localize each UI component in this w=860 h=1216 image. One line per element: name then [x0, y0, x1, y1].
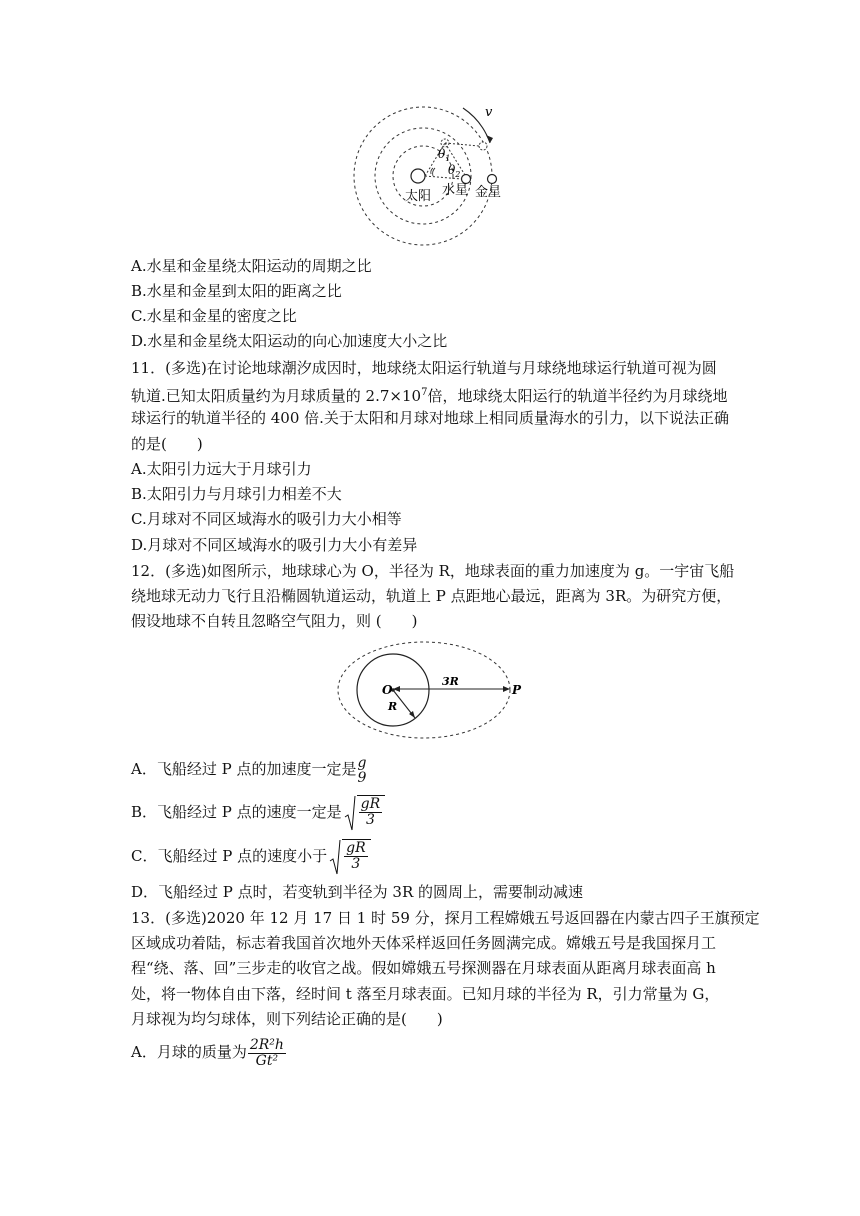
- q13-stem-line1: 13．(多选)2020 年 12 月 17 日 1 时 59 分，探月工程嫦娥五号返回器在内蒙古四子王旗预定: [131, 909, 760, 927]
- q11-stem-line3: 球运行的轨道半径的 400 倍.关于太阳和月球对地球上相同质量海水的引力，以下说法正确: [131, 409, 729, 427]
- q10-option-c: C.水星和金星的密度之比: [131, 307, 297, 325]
- q13-stem-line2: 区域成功着陆，标志着我国首次地外天体采样返回任务圆满完成。嫦娥五号是我国探月工: [131, 934, 717, 952]
- orbit-figure: [345, 98, 515, 258]
- venus-label: 金星: [475, 185, 502, 200]
- 3r-label: 3R: [442, 675, 459, 688]
- venus-pos2: [479, 142, 487, 150]
- mercury-label: 水星: [442, 183, 469, 198]
- q11-stem-line4: 的是( ): [131, 435, 203, 453]
- q11-stem-line2: 轨道.已知太阳质量约为月球质量的 $2.7\times 10^7$倍，地球绕太阳运行的轨道半径约为月球绕地: [131, 387, 728, 405]
- ellipse-figure: [336, 640, 532, 742]
- venus-circle: [488, 175, 497, 184]
- orbit-diagram: [345, 98, 515, 258]
- ellipse-diagram: [336, 640, 532, 742]
- q12-option-c: C．飞船经过 P 点的速度小于 $\frac{gR}{3}$: [131, 836, 371, 876]
- o-label: O: [382, 683, 393, 697]
- q10-option-d: D.水星和金星绕太阳运动的向心加速度大小之比: [131, 332, 448, 350]
- q12-option-b: B．飞船经过 P 点的速度一定是 $\frac{gR}{3}$: [131, 792, 385, 832]
- q12-stem-line1: 12．(多选)如图所示，地球球心为 O，半径为 R，地球表面的重力加速度为 g。一宇宙飞船: [131, 562, 735, 580]
- q12-stem-line2: 绕地球无动力飞行且沿椭圆轨道运动，轨道上 P 点距地心最远，距离为 3R。为研究方便，: [131, 587, 732, 605]
- q12-option-a: A．飞船经过 P 点的加速度一定是 g 9: [131, 755, 367, 786]
- theta1-label: $\theta_1$: [438, 147, 451, 163]
- q10-option-a: A.水星和金星绕太阳运动的周期之比: [131, 257, 372, 275]
- sun-circle: [411, 169, 425, 183]
- sun-label: 太阳: [405, 189, 432, 204]
- q11-option-d: D.月球对不同区域海水的吸引力大小有差异: [131, 536, 418, 554]
- q13-option-a: A．月球的质量为 $\frac{\text{2R²h}}{\text{Gt²}}$: [131, 1037, 284, 1069]
- r-label: R: [388, 700, 398, 713]
- q11-stem-line1: 11．(多选)在讨论地球潮汐成因时，地球绕太阳运行轨道与月球绕地球运行轨道可视为圆: [131, 359, 717, 377]
- q13-stem-line3: 程“绕、落、回”三步走的收官之战。假如嫦娥五号探测器在月球表面从距离月球表面高 h: [131, 959, 716, 977]
- p-label: P: [512, 683, 522, 697]
- elliptical-orbit: [338, 642, 510, 738]
- q10-option-b: B.水星和金星到太阳的距离之比: [131, 282, 342, 300]
- q12-stem-line3: 假设地球不自转且忽略空气阻力，则 ( ): [131, 612, 418, 630]
- theta2-label: $\theta_2$: [448, 163, 461, 179]
- q11-option-c: C.月球对不同区域海水的吸引力大小相等: [131, 510, 402, 528]
- q13-stem-line5: 月球视为均匀球体，则下列结论正确的是( ): [131, 1010, 443, 1028]
- q11-option-b: B.太阳引力与月球引力相差不大: [131, 485, 342, 503]
- q12-option-d: D．飞船经过 P 点时，若变轨到半径为 3R 的圆周上，需要制动减速: [131, 883, 584, 901]
- q11-option-a: A.太阳引力远大于月球引力: [131, 460, 312, 478]
- q13-stem-line4: 处，将一物体自由下落，经时间 t 落至月球表面。已知月球的半径为 R，引力常量为 G，: [131, 985, 720, 1003]
- v-label: v: [485, 105, 493, 120]
